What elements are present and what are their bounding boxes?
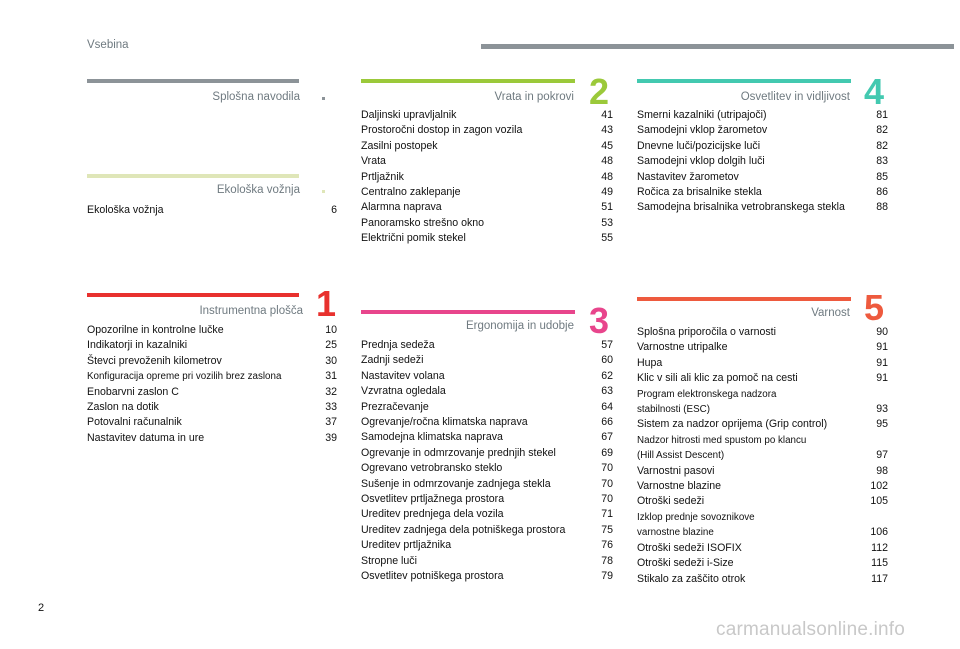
toc-entry-title: Opozorilne in kontrolne lučke (87, 324, 224, 336)
section-number: 1 (316, 283, 337, 324)
toc-entry-page: 90 (876, 326, 888, 338)
toc-entry[interactable] (637, 154, 888, 169)
toc-entry-page: 55 (601, 232, 613, 245)
toc-entry[interactable] (87, 338, 337, 353)
toc-entry-page: 45 (601, 139, 613, 152)
section-title: Instrumentna plošča (199, 305, 303, 317)
toc-entry-page: 70 (601, 477, 613, 490)
toc-entry-page: 31 (325, 370, 337, 383)
toc-entry[interactable] (637, 433, 888, 464)
toc-entry-page: 63 (601, 385, 613, 398)
toc-entry-title: Osvetlitev prtljažnega prostora (361, 493, 505, 506)
toc-entry-page: 43 (601, 124, 613, 137)
section-bar (87, 174, 299, 178)
toc-entry-title: Prezračevanje (361, 400, 429, 413)
toc-entry[interactable] (361, 154, 613, 169)
toc-entry-title: Daljinski upravljalnik (361, 109, 457, 121)
toc-entry-page: 39 (325, 431, 337, 444)
toc-entry[interactable] (361, 538, 613, 553)
toc-entry-title: Samodejni vklop dolgih luči (637, 155, 765, 168)
toc-entry-page: 33 (325, 401, 337, 414)
toc-entry[interactable] (361, 507, 613, 522)
section-entries (361, 338, 613, 585)
toc-entry[interactable] (361, 400, 613, 415)
toc-entry[interactable] (637, 572, 888, 587)
toc-entry[interactable] (361, 523, 613, 538)
toc-entry-page: 60 (601, 354, 613, 367)
toc-entry[interactable] (361, 569, 613, 584)
section-entries (361, 108, 613, 247)
toc-entry-title: Nastavitev datuma in ure (87, 431, 205, 444)
toc-entry-title: Stropne luči (361, 554, 417, 567)
toc-entry-page: 76 (601, 539, 613, 552)
section-bar (637, 79, 851, 83)
toc-entry[interactable] (361, 170, 613, 185)
toc-entry-page: 37 (325, 416, 337, 429)
toc-entry-page: 30 (325, 354, 337, 367)
toc-entry-page: 112 (871, 541, 888, 554)
toc-entry-title: Ureditev zadnjega dela potniškega prostora (361, 523, 566, 536)
toc-entry-page: 67 (601, 431, 613, 444)
toc-entry-page: 32 (325, 385, 337, 398)
toc-entry[interactable] (637, 479, 888, 494)
toc-entry-page: 82 (876, 139, 888, 152)
toc-entry-title: Samodejna klimatska naprava (361, 431, 503, 444)
section-bar (87, 79, 299, 83)
toc-entry[interactable] (361, 446, 613, 461)
toc-entry-page: 86 (876, 186, 888, 199)
section-bar (637, 297, 851, 301)
toc-entry-page: 93 (876, 403, 888, 416)
toc-entry[interactable] (637, 108, 888, 123)
toc-entry[interactable] (637, 200, 888, 215)
toc-entry[interactable] (637, 541, 888, 556)
toc-entry-title: Ročica za brisalnike stekla (637, 186, 762, 199)
toc-entry[interactable] (637, 417, 888, 432)
toc-entry[interactable] (361, 231, 613, 246)
toc-entry-title: Nadzor hitrosti med spustom po klancu (Hill Assist Descent) (637, 434, 807, 462)
toc-entry-page: 102 (870, 480, 888, 493)
toc-entry-title: Nastavitev žarometov (637, 170, 739, 183)
toc-entry-title: Izklop prednje sovoznikove varnostne blazine (637, 511, 755, 539)
toc-entry-page: 105 (870, 495, 888, 508)
toc-entry-title: Splošna priporočila o varnosti (637, 326, 776, 338)
toc-entry-page: 64 (601, 400, 613, 413)
section-entries (87, 323, 337, 446)
toc-entry[interactable] (361, 415, 613, 430)
toc-entry[interactable] (361, 369, 613, 384)
toc-entry-page: 51 (601, 201, 613, 214)
toc-entry[interactable] (361, 477, 613, 492)
toc-entry[interactable] (87, 354, 337, 369)
toc-entry[interactable] (87, 400, 337, 415)
toc-entry[interactable] (361, 185, 613, 200)
toc-entry-title: Prostoročni dostop in zagon vozila (361, 124, 523, 137)
section-number: 2 (589, 71, 610, 112)
toc-entry-title: Stikalo za zaščito otrok (637, 572, 746, 585)
toc-entry[interactable] (637, 123, 888, 138)
toc-entry[interactable] (637, 464, 888, 479)
section-title: Osvetlitev in vidljivost (740, 91, 850, 103)
toc-entry-title: Vrata (361, 155, 386, 168)
toc-entry-page: 53 (601, 216, 613, 229)
toc-entry[interactable] (361, 139, 613, 154)
toc-entry-title: Prtljažnik (361, 170, 404, 183)
toc-entry-page: 49 (601, 186, 613, 199)
toc-entry-page: 91 (876, 372, 888, 385)
toc-entry-page: 78 (601, 554, 613, 567)
section-title: Splošna navodila (212, 91, 300, 103)
toc-entry-title: Potovalni računalnik (87, 416, 182, 429)
toc-entry-page: 88 (876, 201, 888, 214)
toc-entry-title: Klic v sili ali klic za pomoč na cesti (637, 372, 798, 385)
toc-entry[interactable] (637, 556, 888, 571)
toc-entry[interactable] (361, 338, 613, 353)
section-title: Varnost (811, 307, 850, 319)
toc-entry-title: Hupa (637, 356, 663, 369)
toc-entry-page: 115 (871, 557, 888, 570)
toc-entry-page: 75 (601, 523, 613, 536)
toc-entry-title: Enobarvni zaslon C (87, 385, 179, 398)
toc-entry[interactable] (361, 492, 613, 507)
section-entries (637, 325, 888, 587)
toc-entry[interactable] (637, 371, 888, 386)
toc-entry[interactable] (361, 430, 613, 445)
toc-entry[interactable] (361, 353, 613, 368)
toc-entry-title: Zaslon na dotik (87, 401, 159, 414)
toc-entry-title: Števci prevoženih kilometrov (87, 354, 222, 367)
toc-entry-page: 97 (876, 449, 888, 462)
toc-entry[interactable] (361, 554, 613, 569)
toc-entry-page: 91 (876, 341, 888, 354)
toc-entry-title: Program elektronskega nadzora stabilnosti (ESC) (637, 388, 777, 416)
section-entries (87, 203, 337, 218)
toc-entry-title: Otroški sedeži (637, 495, 705, 508)
toc-entry-title: Dnevne luči/pozicijske luči (637, 139, 761, 152)
section-title: Ekološka vožnja (216, 184, 300, 196)
toc-entry[interactable] (637, 494, 888, 509)
toc-entry-title: Zadnji sedeži (361, 354, 424, 367)
section-entries (637, 108, 888, 216)
toc-entry[interactable] (87, 431, 337, 446)
toc-entry-title: Električni pomik stekel (361, 232, 466, 245)
toc-entry[interactable] (87, 415, 337, 430)
toc-entry-page: 6 (331, 204, 337, 216)
toc-entry-title: Alarmna naprava (361, 201, 442, 214)
toc-entry-page: 83 (876, 155, 888, 168)
toc-entry-page: 70 (601, 462, 613, 475)
toc-entry[interactable] (361, 216, 613, 231)
toc-entry-page: 41 (601, 109, 613, 121)
section-number: 3 (589, 300, 610, 341)
toc-entry[interactable] (637, 185, 888, 200)
toc-entry-page: 85 (876, 170, 888, 183)
toc-entry-title: Konfiguracija opreme pri vozilih brez zaslona (87, 371, 282, 383)
toc-entry-title: Zasilni postopek (361, 139, 438, 152)
toc-entry-page: 98 (876, 464, 888, 477)
section-title: Ergonomija in udobje (465, 320, 574, 332)
toc-entry[interactable] (361, 461, 613, 476)
toc-entry-title: Sušenje in odmrzovanje zadnjega stekla (361, 477, 551, 490)
toc-entry-page: 69 (601, 446, 613, 459)
toc-entry-title: Otroški sedeži ISOFIX (637, 541, 742, 554)
toc-entry-title: Ureditev prednjega dela vozila (361, 508, 504, 521)
toc-entry[interactable] (361, 384, 613, 399)
toc-entry-page: 106 (870, 526, 888, 539)
section-marker (322, 190, 325, 193)
toc-entry-page: 91 (876, 356, 888, 369)
toc-entry-page: 62 (601, 369, 613, 382)
toc-entry-page: 48 (601, 170, 613, 183)
section-bar (361, 79, 575, 83)
section-bar (87, 293, 299, 297)
toc-entry-page: 117 (871, 572, 888, 585)
toc-entry-title: Ogrevanje in odmrzovanje prednjih stekel (361, 446, 556, 459)
toc-entry-title: Vzvratna ogledala (361, 385, 446, 398)
toc-entry-title: Sistem za nadzor oprijema (Grip control) (637, 418, 828, 431)
toc-entry[interactable] (637, 325, 888, 340)
toc-entry-page: 82 (876, 124, 888, 137)
toc-entry-title: Ogrevano vetrobransko steklo (361, 462, 503, 475)
toc-entry-title: Otroški sedeži i-Size (637, 557, 734, 570)
toc-entry-title: Indikatorji in kazalniki (87, 339, 188, 352)
section-number: 5 (864, 287, 885, 328)
toc-entry-title: Ogrevanje/ročna klimatska naprava (361, 416, 528, 429)
section-bar (361, 310, 575, 314)
toc-entry-title: Centralno zaklepanje (361, 186, 461, 199)
page-number: 2 (38, 602, 45, 614)
toc-entry[interactable] (87, 385, 337, 400)
header-bar (481, 44, 954, 49)
toc-entry-title: Varnostne utripalke (637, 341, 728, 354)
toc-entry-title: Samodejna brisalnika vetrobranskega stekla (637, 201, 845, 214)
section-title: Vrata in pokrovi (494, 91, 574, 103)
toc-entry-title: Varnostni pasovi (637, 464, 715, 477)
toc-entry-title: Varnostne blazine (637, 480, 722, 493)
toc-entry-page: 81 (876, 109, 888, 121)
watermark: carmanualsonline.info (716, 619, 906, 640)
toc-entry-title: Osvetlitev potniškega prostora (361, 570, 504, 583)
section-marker (322, 97, 325, 100)
toc-entry-page: 10 (325, 324, 337, 336)
toc-entry-page: 95 (876, 418, 888, 431)
toc-entry[interactable] (637, 170, 888, 185)
toc-entry[interactable] (87, 323, 337, 338)
toc-entry-page: 48 (601, 155, 613, 168)
toc-entry[interactable] (361, 200, 613, 215)
toc-entry-page: 66 (601, 416, 613, 429)
toc-entry-page: 57 (601, 339, 613, 351)
toc-entry-page: 70 (601, 493, 613, 506)
toc-entry-page: 71 (601, 508, 613, 521)
toc-entry-title: Samodejni vklop žarometov (637, 124, 768, 137)
toc-entry-title: Prednja sedeža (361, 339, 435, 351)
page-header-title: Vsebina (87, 39, 129, 51)
toc-entry-title: Smerni kazalniki (utripajoči) (637, 109, 767, 121)
toc-entry[interactable] (87, 203, 337, 218)
toc-entry[interactable] (637, 139, 888, 154)
toc-entry[interactable] (637, 356, 888, 371)
toc-entry-page: 25 (325, 339, 337, 352)
toc-entry-page: 79 (601, 570, 613, 583)
toc-entry-title: Panoramsko strešno okno (361, 216, 485, 229)
toc-entry-title: Nastavitev volana (361, 369, 445, 382)
toc-entry[interactable] (361, 108, 613, 123)
toc-entry-title: Ureditev prtljažnika (361, 539, 452, 552)
toc-entry[interactable] (637, 340, 888, 355)
toc-entry-title: Ekološka vožnja (87, 204, 164, 216)
toc-entry[interactable] (637, 510, 888, 541)
toc-entry[interactable] (87, 369, 337, 384)
section-number: 4 (864, 71, 885, 112)
toc-entry[interactable] (637, 387, 888, 418)
toc-entry[interactable] (361, 123, 613, 138)
